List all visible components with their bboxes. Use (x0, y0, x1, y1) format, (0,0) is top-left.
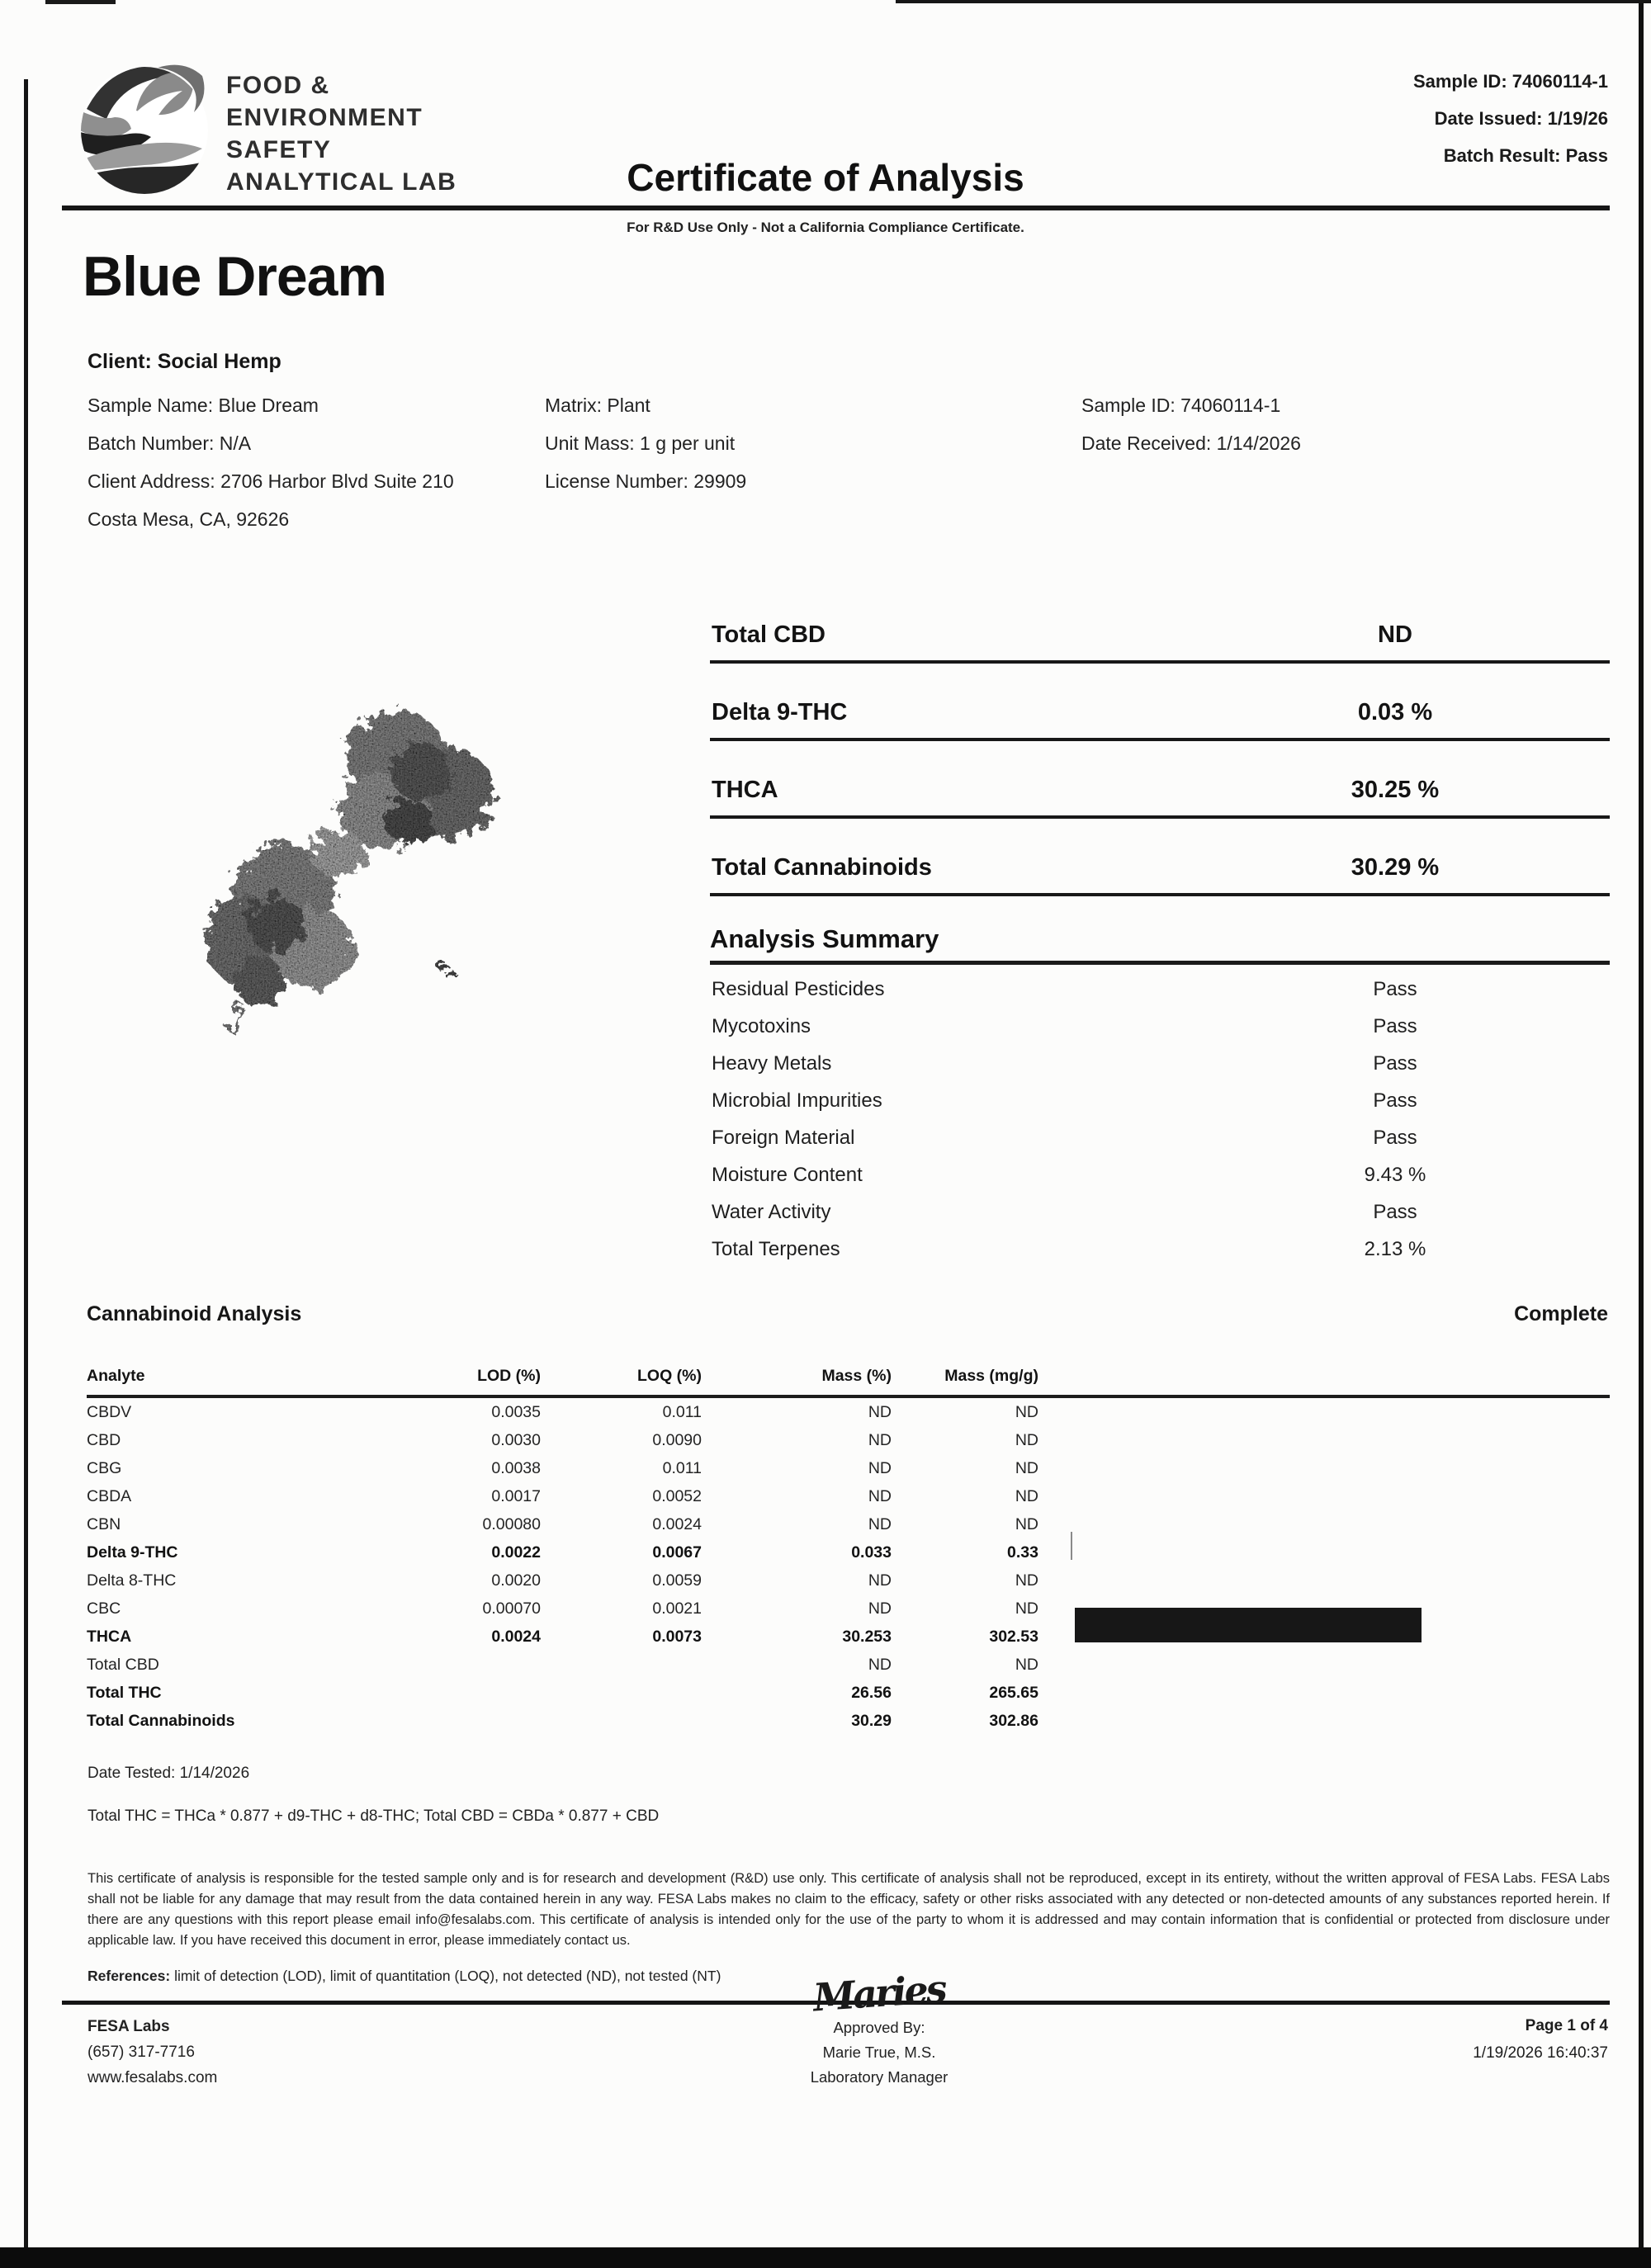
summary-value: Pass (1373, 978, 1417, 1000)
cell-analyte: THCA (87, 1628, 132, 1646)
scan-edge-bottom (0, 2247, 1651, 2268)
table-row (87, 1707, 1610, 1735)
cell-mass-mg: ND (1015, 1459, 1038, 1477)
footer-page-info (1473, 2012, 1608, 2067)
cell-lod: 0.0038 (491, 1459, 541, 1477)
logo-line: ENVIRONMENT (226, 104, 423, 131)
sample-id: Sample ID: 74060114-1 (1412, 71, 1608, 92)
cell-mass-pct: ND (868, 1599, 892, 1618)
cell-mass-mg: ND (1015, 1571, 1038, 1590)
potency-value: 0.03 % (1357, 699, 1433, 725)
summary-label: Total Terpenes (712, 1238, 840, 1260)
cell-loq: 0.0059 (652, 1571, 702, 1590)
cell-loq: 0.011 (662, 1459, 702, 1477)
summary-value: 9.43 % (1364, 1164, 1426, 1186)
summary-label: Foreign Material (712, 1127, 855, 1149)
logo-line: ANALYTICAL LAB (226, 168, 457, 196)
cell-analyte: CBG (87, 1459, 122, 1477)
summary-value: Pass (1373, 1201, 1417, 1223)
scan-edge-left (24, 79, 28, 2248)
logo-line: SAFETY (226, 136, 332, 163)
cell-analyte: CBDV (87, 1403, 132, 1421)
redaction-bar (1075, 1608, 1422, 1642)
col-mass-pct: Mass (%) (821, 1367, 892, 1385)
potency-value: 30.25 % (1351, 777, 1440, 803)
analysis-summary-rule (710, 961, 1610, 965)
cell-lod: 0.00080 (482, 1515, 541, 1533)
analysis-summary-title: Analysis Summary (710, 924, 939, 953)
cell-mass-mg: ND (1015, 1599, 1038, 1618)
cell-analyte: Total THC (87, 1684, 162, 1702)
cell-mass-pct: ND (868, 1459, 892, 1477)
sample-info-right (1081, 386, 1301, 462)
potency-value: ND (1378, 621, 1412, 648)
approver-name: Marie True, M.S. (822, 2044, 936, 2061)
table-row (87, 1398, 1610, 1426)
date-received: Date Received: 1/14/2026 (1081, 432, 1301, 454)
table-row (87, 1482, 1610, 1510)
cell-mass-pct: ND (868, 1656, 892, 1674)
potency-label: Total Cannabinoids (712, 854, 932, 881)
scan-edge-top (896, 0, 1651, 3)
cell-lod: 0.0020 (491, 1571, 541, 1590)
cell-lod: 0.0030 (491, 1431, 541, 1449)
summary-label: Residual Pesticides (712, 978, 885, 1000)
cell-mass-mg: ND (1015, 1515, 1038, 1533)
cell-analyte: Total Cannabinoids (87, 1712, 235, 1730)
table-row (87, 1566, 1610, 1595)
footer-approval (726, 1966, 1032, 2090)
summary-value: Pass (1373, 1127, 1417, 1149)
col-lod: LOD (%) (477, 1367, 541, 1385)
potency-summary-table (710, 586, 1610, 896)
cell-mass-pct: ND (868, 1487, 892, 1505)
cell-mass-mg: 265.65 (989, 1684, 1038, 1702)
table-row (87, 1510, 1610, 1538)
cell-mass-pct: ND (868, 1403, 892, 1421)
cell-mass-pct: ND (868, 1515, 892, 1533)
cell-mass-mg: 302.53 (989, 1628, 1038, 1646)
table-row (87, 1538, 1610, 1566)
summary-value: Pass (1373, 1015, 1417, 1037)
print-timestamp: 1/19/2026 16:40:37 (1473, 2044, 1608, 2062)
summary-row (710, 1084, 1610, 1121)
cell-mass-mg: ND (1015, 1487, 1038, 1505)
references-note (88, 1968, 721, 1985)
page-number: Page 1 of 4 (1525, 2017, 1608, 2034)
summary-row (710, 1158, 1610, 1195)
lab-name: FESA Labs (88, 2018, 170, 2035)
cell-mass-pct: 30.253 (842, 1628, 892, 1646)
col-analyte: Analyte (87, 1367, 145, 1385)
cell-loq: 0.0021 (652, 1599, 702, 1618)
cannabinoid-analysis-title: Cannabinoid Analysis (87, 1302, 302, 1325)
thc-formula-note: Total THC = THCa * 0.877 + d9-THC + d8-THC; Total CBD = CBDa * 0.877 + CBD (88, 1807, 660, 1825)
sample-name: Sample Name: Blue Dream (88, 395, 319, 416)
cell-mass-mg: ND (1015, 1431, 1038, 1449)
signature: Maries (811, 1966, 947, 2020)
header-rule (62, 206, 1610, 210)
cell-mass-pct: 30.29 (851, 1712, 892, 1730)
cell-loq: 0.0052 (652, 1487, 702, 1505)
cell-mass-mg: 0.33 (1007, 1543, 1038, 1562)
table-row (87, 1454, 1610, 1482)
references-text: limit of detection (LOD), limit of quantitation (LOQ), not detected (ND), not tested (NT) (170, 1968, 721, 1984)
scan-edge-right (1639, 0, 1644, 2248)
cell-analyte: Total CBD (87, 1656, 159, 1674)
bud-photo-image (161, 685, 532, 1052)
sample-info-middle (545, 386, 746, 500)
cell-loq: 0.011 (662, 1403, 702, 1421)
cell-lod: 0.0024 (491, 1628, 541, 1646)
cell-lod: 0.0022 (491, 1543, 541, 1562)
cell-lod: 0.00070 (482, 1599, 541, 1618)
cell-analyte: CBC (87, 1599, 121, 1618)
product-title: Blue Dream (83, 245, 386, 308)
references-label: References: (88, 1968, 171, 1984)
analysis-summary-table (710, 972, 1610, 1269)
footer-lab-info (88, 2014, 217, 2091)
summary-label: Water Activity (712, 1201, 831, 1223)
summary-label: Microbial Impurities (712, 1089, 882, 1112)
cell-loq: 0.0073 (652, 1628, 702, 1646)
cell-mass-pct: ND (868, 1431, 892, 1449)
certificate-title: Certificate of Analysis (627, 156, 1024, 199)
potency-row (710, 819, 1610, 896)
cell-mass-pct: 26.56 (851, 1684, 892, 1702)
cell-loq: 0.0024 (652, 1515, 702, 1533)
approver-title: Laboratory Manager (810, 2068, 948, 2086)
license-number: License Number: 29909 (545, 470, 747, 492)
certificate-subtitle: For R&D Use Only - Not a California Compliance Certificate. (627, 220, 1024, 235)
summary-row (710, 1121, 1610, 1158)
matrix: Matrix: Plant (545, 395, 650, 416)
cannabinoid-analysis-status: Complete (1514, 1302, 1608, 1325)
summary-label: Moisture Content (712, 1164, 863, 1186)
table-row (87, 1426, 1610, 1454)
cell-mass-mg: ND (1015, 1403, 1038, 1421)
cell-mass-pct: 0.033 (851, 1543, 892, 1562)
col-loq: LOQ (%) (637, 1367, 702, 1385)
disclaimer-text: This certificate of analysis is responsible for the tested sample only and is for research and development (R&D) use only. This certificate of analysis shall not be reproduced, except in its entirety, without the written approval of FESA Labs. FESA Labs shall not be liable for any damage that may result from the data contained herein in any way. FESA Labs makes no claim to the efficacy, safety or other risks associated with any detected or non-detected amounts of any substances reported herein. If there are any questions with this report please email info@fesalabs.com. This certificate of analysis is intended only for the use of the party to whom it is addressed and may contain information that is confidential or protected from disclosure under applicable law. If you have received this document in error, please immediately contact us. (88, 1871, 1610, 1948)
cell-analyte: CBN (87, 1515, 121, 1533)
cell-mass-mg: 302.86 (989, 1712, 1038, 1730)
cannabinoid-table (87, 1363, 1610, 1735)
cell-lod: 0.0017 (491, 1487, 541, 1505)
cell-analyte: CBDA (87, 1487, 132, 1505)
client-address: Client Address: 2706 Harbor Blvd Suite 210 (88, 470, 454, 492)
potency-value: 30.29 % (1351, 854, 1440, 881)
cell-analyte: Delta 9-THC (87, 1543, 178, 1562)
scan-artifact (1071, 1532, 1072, 1560)
potency-label: Delta 9-THC (712, 699, 848, 725)
summary-value: Pass (1373, 1052, 1417, 1075)
batch-number: Batch Number: N/A (88, 432, 252, 454)
summary-value: Pass (1373, 1089, 1417, 1112)
potency-label: THCA (712, 777, 778, 803)
lab-website: www.fesalabs.com (88, 2069, 218, 2086)
cannabinoid-table-header (87, 1363, 1610, 1398)
table-row (87, 1651, 1610, 1679)
cell-loq: 0.0067 (652, 1543, 702, 1562)
sample-info-left (88, 386, 454, 538)
cell-lod: 0.0035 (491, 1403, 541, 1421)
summary-row (710, 1047, 1610, 1084)
cell-mass-mg: ND (1015, 1656, 1038, 1674)
cell-loq: 0.0090 (652, 1431, 702, 1449)
cell-analyte: Delta 8-THC (87, 1571, 177, 1590)
client-city: Costa Mesa, CA, 92626 (88, 508, 290, 530)
col-mass-mg: Mass (mg/g) (944, 1367, 1038, 1385)
date-issued: Date Issued: 1/19/26 (1434, 108, 1608, 129)
summary-value: 2.13 % (1364, 1238, 1426, 1260)
cell-mass-pct: ND (868, 1571, 892, 1590)
sample-id-2: Sample ID: 74060114-1 (1081, 395, 1281, 416)
client-name: Client: Social Hemp (88, 350, 281, 373)
potency-row (710, 664, 1610, 741)
logo-line: FOOD & (226, 72, 330, 99)
date-tested: Date Tested: 1/14/2026 (88, 1765, 250, 1782)
summary-label: Mycotoxins (712, 1015, 811, 1037)
summary-row (710, 1195, 1610, 1232)
scan-edge-top-dash (45, 0, 116, 4)
potency-label: Total CBD (712, 621, 826, 648)
lab-phone: (657) 317-7716 (88, 2044, 195, 2061)
cell-analyte: CBD (87, 1431, 121, 1449)
summary-row (710, 1232, 1610, 1269)
summary-label: Heavy Metals (712, 1052, 832, 1075)
potency-row (710, 741, 1610, 819)
summary-row (710, 1009, 1610, 1047)
potency-row (710, 586, 1610, 664)
summary-row (710, 972, 1610, 1009)
approved-by-label: Approved By: (833, 2019, 925, 2036)
unit-mass: Unit Mass: 1 g per unit (545, 432, 736, 454)
batch-result: Batch Result: Pass (1443, 145, 1608, 166)
table-row (87, 1679, 1610, 1707)
